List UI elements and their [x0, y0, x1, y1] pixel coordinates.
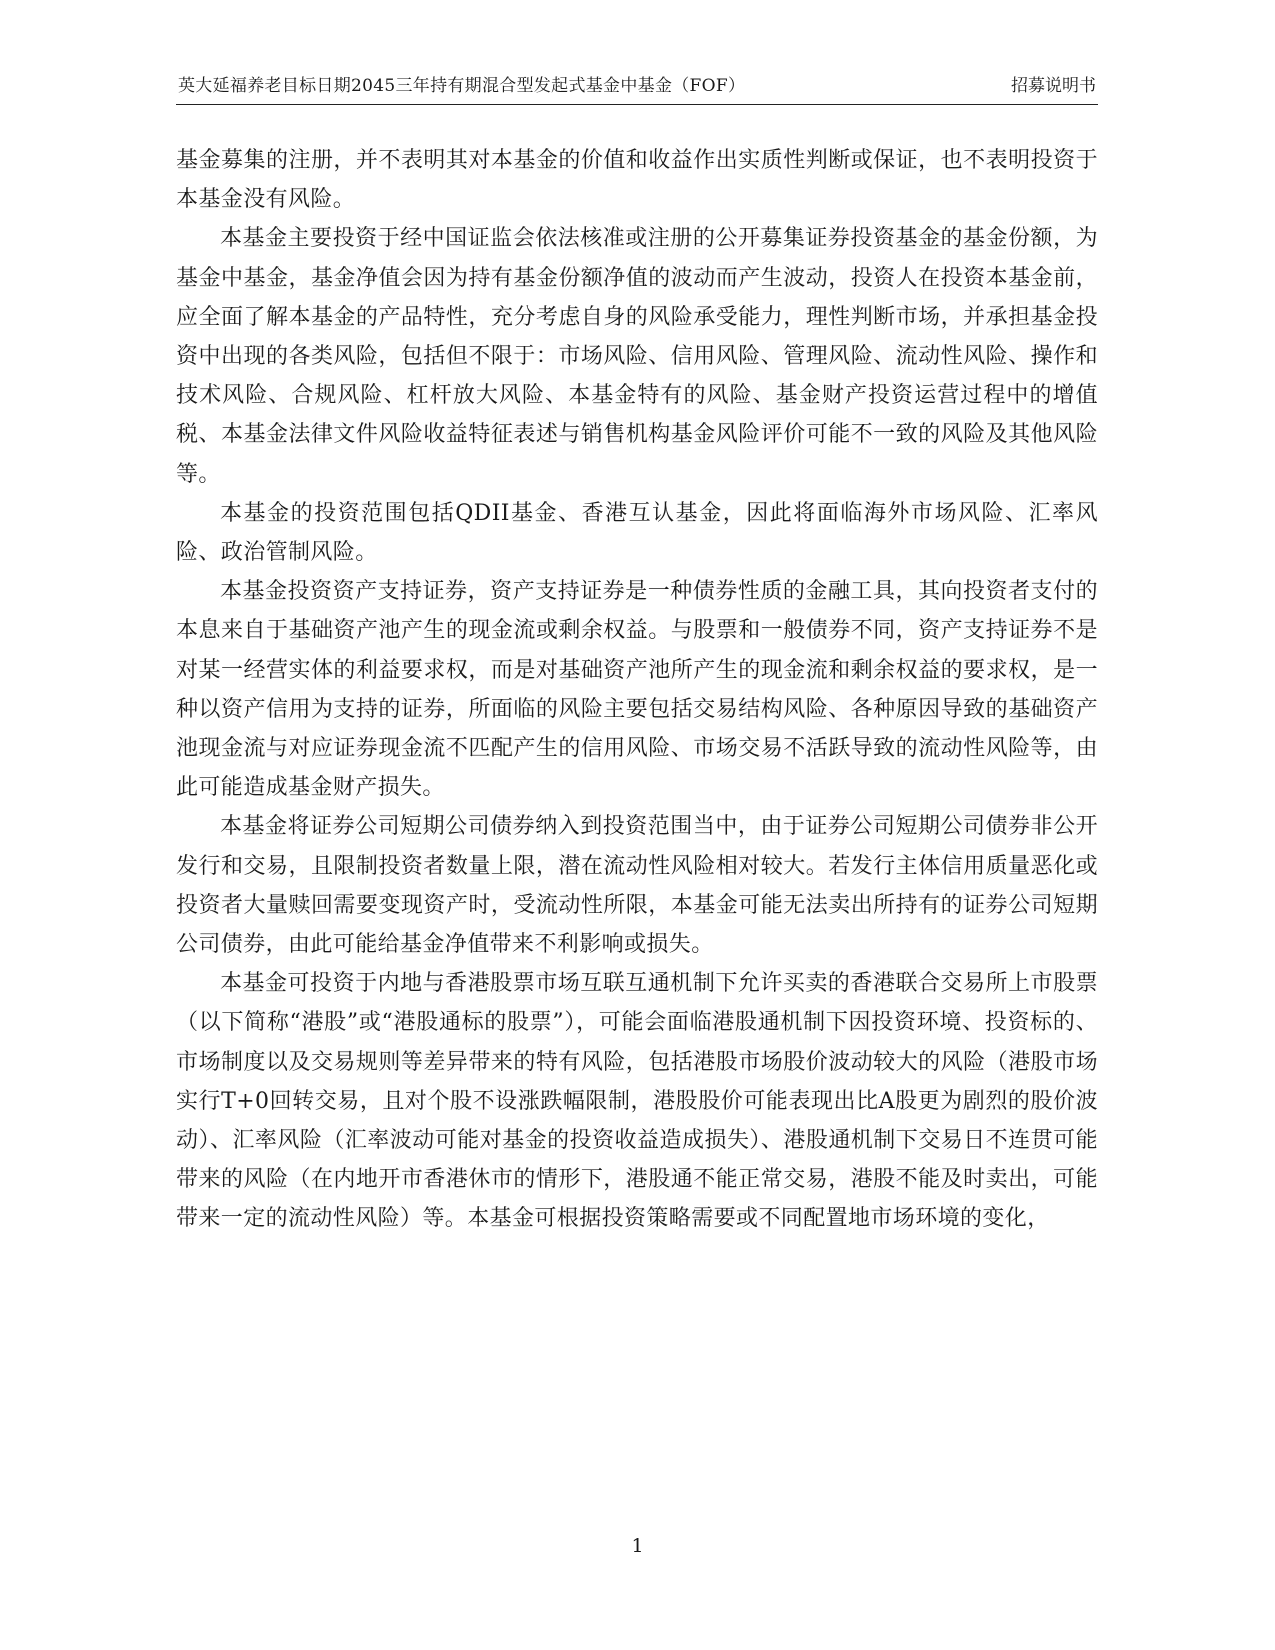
paragraph-qdii-risk: 本基金的投资范围包括QDII基金、香港互认基金，因此将面临海外市场风险、汇率风险、政治管制风险。	[176, 500, 1098, 566]
body-text	[176, 141, 1098, 1239]
paragraph-hk-connect-risk: 本基金可投资于内地与香港股票市场互联互通机制下允许买卖的香港联合交易所上市股票（以下简称“港股”或“港股通标的股票”），可能会面临港股通机制下因投资环境、投资标的、市场制度以及交易规则等差异带来的特有风险，包括港股市场股价波动较大的风险（港股市场实行T+0回转交易，且对个股不设涨跌幅限制，港股股价可能表现出比A股更为剧烈的股价波动）、汇率风险（汇率波动可能对基金的投资收益造成损失）、港股通机制下交易日不连贯可能带来的风险（在内地开市香港休市的情形下，港股通不能正常交易，港股不能及时卖出，可能带来一定的流动性风险）等。本基金可根据投资策略需要或不同配置地市场环境的变化，	[176, 971, 1098, 1232]
page-header	[176, 68, 1098, 105]
document-type-label: 招募说明书	[1011, 76, 1096, 96]
paragraph-continuation: 基金募集的注册，并不表明其对本基金的价值和收益作出实质性判断或保证，也不表明投资于本基金没有风险。	[176, 148, 1098, 213]
paragraph-fof-risk: 本基金主要投资于经中国证监会依法核准或注册的公开募集证券投资基金的基金份额，为基金中基金，基金净值会因为持有基金份额净值的波动而产生波动，投资人在投资本基金前，应全面了解本基金的产品特性，充分考虑自身的风险承受能力，理性判断市场，并承担基金投资中出现的各类风险，包括但不限于：市场风险、信用风险、管理风险、流动性风险、操作和技术风险、合规风险、杠杆放大风险、本基金特有的风险、基金财产投资运营过程中的增值税、本基金法律文件风险收益特征表述与销售机构基金风险评价可能不一致的风险及其他风险等。	[176, 226, 1098, 487]
page-number: 1	[631, 1535, 644, 1557]
paragraph-short-term-bond-risk: 本基金将证券公司短期公司债券纳入到投资范围当中，由于证券公司短期公司债券非公开发行和交易，且限制投资者数量上限，潜在流动性风险相对较大。若发行主体信用质量恶化或投资者大量赎回需要变现资产时，受流动性所限，本基金可能无法卖出所持有的证券公司短期公司债券，由此可能给基金净值带来不利影响或损失。	[176, 814, 1098, 958]
document-title: 英大延福养老目标日期2045三年持有期混合型发起式基金中基金（FOF）	[178, 76, 746, 96]
paragraph-abs-risk: 本基金投资资产支持证券，资产支持证券是一种债券性质的金融工具，其向投资者支付的本息来自于基础资产池产生的现金流或剩余权益。与股票和一般债券不同，资产支持证券不是对某一经营实体的利益要求权，而是对基础资产池所产生的现金流和剩余权益的要求权，是一种以资产信用为支持的证券，所面临的风险主要包括交易结构风险、各种原因导致的基础资产池现金流与对应证券现金流不匹配产生的信用风险、市场交易不活跃导致的流动性风险等，由此可能造成基金财产损失。	[176, 579, 1098, 801]
